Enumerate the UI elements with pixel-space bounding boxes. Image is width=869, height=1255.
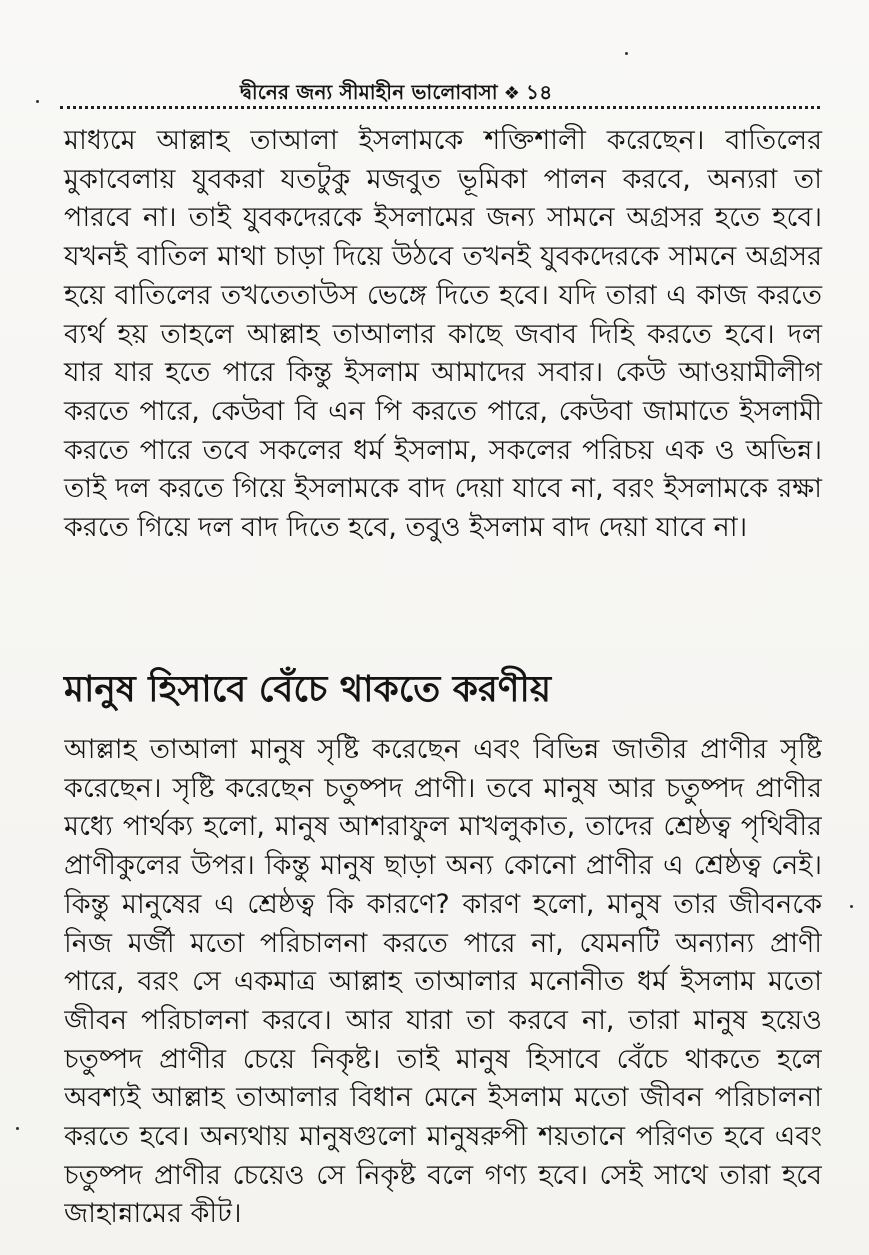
page-number: ১৪ — [526, 80, 553, 104]
print-speck — [850, 905, 853, 908]
section-heading: মানুষ হিসাবে বেঁচে থাকতে করণীয় — [64, 669, 552, 710]
header-divider — [60, 106, 820, 109]
print-speck — [16, 1127, 19, 1130]
body-paragraph: মাধ্যমে আল্লাহ তাআলা ইসলামকে শক্তিশালী করেছেন। বাতিলের মুকাবেলায় যুবকরা যতটুকু মজবুত ভূমিকা পালন করবে, অন্যরা তা পারবে না। তাই যুবকদেরকে ইসলামের জন্য সামনে অগ্রসর হতে হবে। যখনই বাতিল মাথা চাড়া দিয়ে উঠবে তখনই যুবকদেরকে সামনে অগ্রসর হয়ে বাতিলের তখতেতাউস ভেঙ্গে দিতে হবে। যদি তারা এ কাজ করতে ব্যর্থ হয় তাহলে আল্লাহ তাআলার কাছে জবাব দিহি করতে হবে। দল যার যার হতে পারে কিন্তু ইসলাম আমাদের সবার। কেউ আওয়ামীলীগ করতে পারে, কেউবা বি এন পি করতে পারে, কেউবা জামাতে ইসলামী করতে পারে তবে সকলের ধর্ম ইসলাম, সকলের পরিচয় এক ও অভিন্ন। তাই দল করতে গিয়ে ইসলামকে বাদ দেয়া যাবে না, বরং ইসলামকে রক্ষা করতে গিয়ে দল বাদ দিতে হবে, তবুও ইসলাম বাদ দেয়া যাবে না। — [64, 125, 822, 544]
ornament-icon: ❖ — [503, 83, 521, 104]
book-title: দ্বীনের জন্য সীমাহীন ভালোবাসা — [240, 80, 498, 104]
print-speck — [36, 100, 39, 103]
body-paragraph: আল্লাহ তাআলা মানুষ সৃষ্টি করেছেন এবং বিভিন্ন জাতীর প্রাণীর সৃষ্টি করেছেন। সৃষ্টি করেছেন চতুষ্পদ প্রাণী। তবে মানুষ আর চতুষ্পদ প্রাণীর মধ্যে পার্থক্য হলো, মানুষ আশরাফুল মাখলুকাত, তাদের শ্রেষ্ঠত্ব পৃথিবীর প্রাণীকুলের উপর। কিন্তু মানুষ ছাড়া অন্য কোনো প্রাণীর এ শ্রেষ্ঠত্ব নেই। কিন্তু মানুষের এ শ্রেষ্ঠত্ব কি কারণে? কারণ হলো, মানুষ তার জীবনকে নিজ মর্জী মতো পরিচালনা করতে পারে না, যেমনটি অন্যান্য প্রাণী পারে, বরং সে একমাত্র আল্লাহ তাআলার মনোনীত ধর্ম ইসলাম মতো জীবন পরিচালনা করবে। আর যারা তা করবে না, তারা মানুষ হয়েও চতুষ্পদ প্রাণীর চেয়ে নিকৃষ্ট। তাই মানুষ হিসাবে বেঁচে থাকতে হলে অবশ্যই আল্লাহ তাআলার বিধান মেনে ইসলাম মতো জীবন পরিচালনা করতে হবে। অন্যথায় মানুষগুলো মানুষরুপী শয়তানে পরিণত হবে এবং চতুষ্পদ প্রাণীর চেয়েও সে নিকৃষ্ট বলে গণ্য হবে। সেই সাথে তারা হবে জাহান্নামের কীট। — [64, 734, 822, 1230]
print-speck — [625, 52, 628, 55]
